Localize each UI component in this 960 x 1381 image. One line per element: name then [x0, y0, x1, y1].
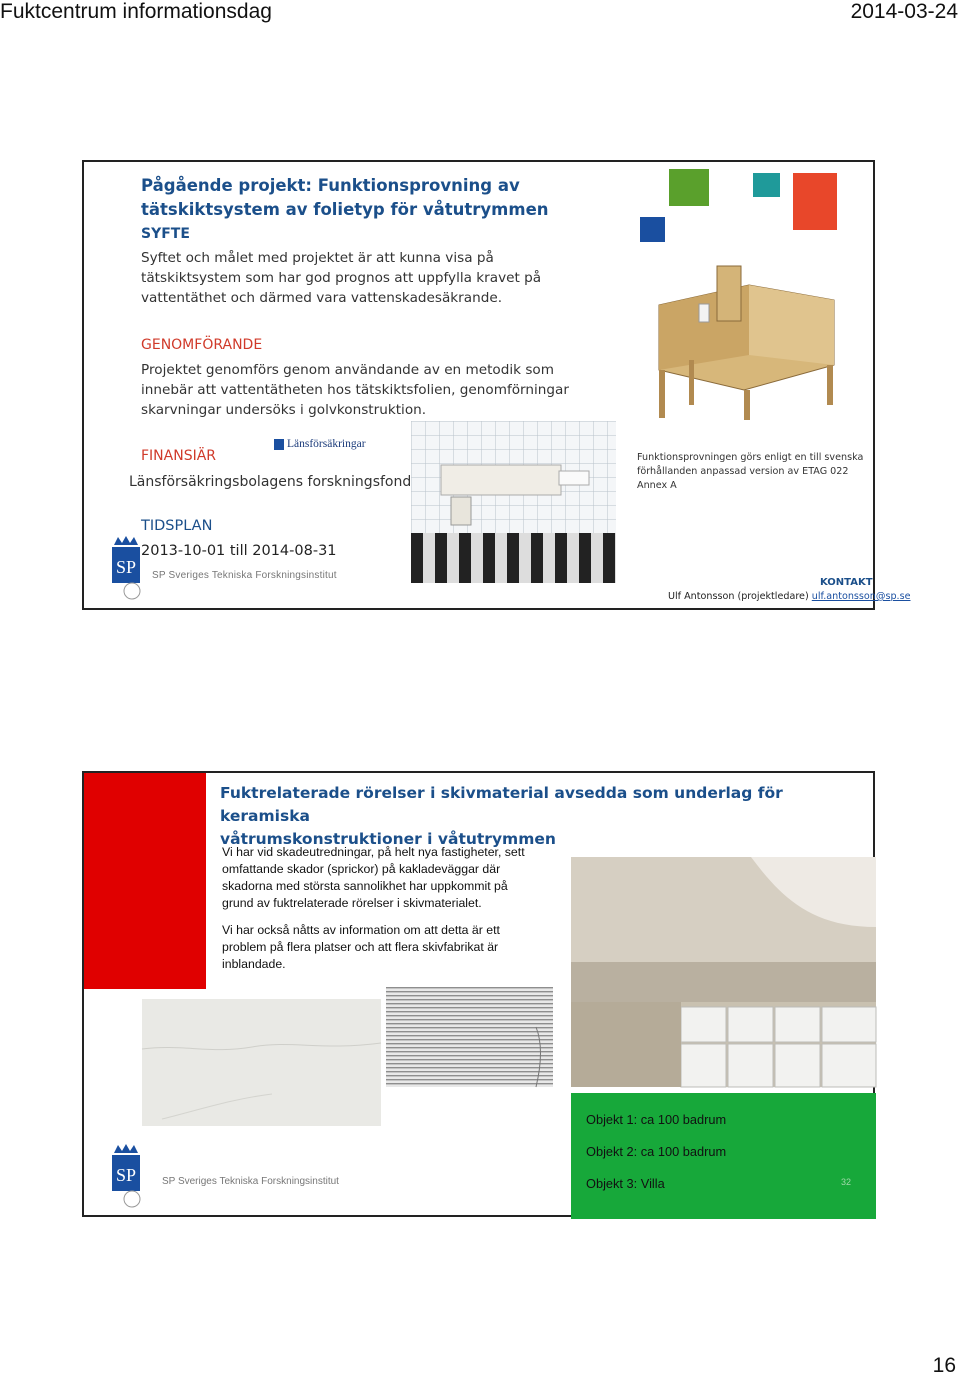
- striped-surface-photo: [386, 987, 553, 1087]
- finansiar-heading: FINANSIÄR: [141, 448, 217, 464]
- slide-2: [82, 771, 875, 1217]
- kontakt-name: Ulf Antonsson (projektledare): [668, 591, 809, 602]
- cracked-tile-wall-photo: [571, 857, 876, 1087]
- genomforande-line3: skarvningar undersöks i golvkonstruktion.: [141, 402, 427, 418]
- syfte-line1: Syftet och målet med projektet är att kunna visa på: [141, 250, 494, 266]
- slide2-title-line2: våtrumskonstruktioner i våtutrymmen: [220, 830, 556, 848]
- sp-crown-icon: [108, 535, 144, 601]
- kontakt-line: [668, 591, 911, 602]
- genomforande-heading: GENOMFÖRANDE: [141, 337, 263, 353]
- svg-text:SP: SP: [115, 557, 137, 577]
- slide1-title-line1: Pågående projekt: Funktionsprovning av: [141, 176, 520, 195]
- wooden-test-box-image: [629, 260, 854, 422]
- sp-logo-2: [108, 1143, 144, 1209]
- orange-square: [793, 173, 837, 230]
- right-note-line3: Annex A: [637, 480, 677, 491]
- para2-line1: Vi har också nåtts av information om att detta är ett: [222, 923, 500, 937]
- para2-line3: inblandade.: [222, 957, 286, 971]
- object-3: Objekt 3: Villa: [586, 1176, 665, 1191]
- svg-text:SP: SP: [115, 1165, 137, 1185]
- syfte-line2: tätskiktsystem som har god prognos att uppfylla kravet på: [141, 270, 542, 286]
- tidsplan-heading: TIDSPLAN: [141, 518, 213, 534]
- slide-number: 32: [841, 1177, 852, 1187]
- header-date: 2014-03-24: [850, 0, 958, 23]
- syfte-line3: vattentäthet och därmed vara vattenskadesäkrande.: [141, 290, 503, 306]
- page-number: 16: [932, 1354, 956, 1377]
- sp-logo-text-2: SP Sveriges Tekniska Forskningsinstitut: [162, 1176, 339, 1187]
- water-damage-bathroom-photo: [411, 421, 616, 583]
- blue-square: [640, 217, 665, 242]
- slide-1: [82, 160, 911, 610]
- lansforsakringar-logo-text: Länsförsäkringar: [287, 438, 366, 450]
- header-title: Fuktcentrum informationsdag: [0, 0, 272, 23]
- kontakt-email-link[interactable]: ulf.antonsson@sp.se: [811, 591, 911, 602]
- slide2-title-line1: Fuktrelaterade rörelser i skivmaterial avsedda som underlag för keramiska: [220, 784, 783, 825]
- genomforande-line1: Projektet genomförs genom användande av en metodik som: [141, 362, 554, 378]
- sp-logo: [108, 535, 144, 601]
- para2-line2: problem på flera platser och att flera skivfabrikat är: [222, 940, 499, 954]
- right-note-line2: förhållanden anpassad version av ETAG 022: [637, 466, 849, 477]
- lansforsakringar-emblem-icon: [274, 439, 284, 450]
- lansforsakringar-logo: [274, 438, 366, 450]
- cracked-white-wall-photo: [142, 999, 381, 1126]
- kontakt-heading: KONTAKT: [820, 577, 873, 588]
- finansiar-text: Länsförsäkringsbolagens forskningsfond: [129, 474, 412, 490]
- sp-logo-text: SP Sveriges Tekniska Forskningsinstitut: [152, 570, 337, 581]
- tidsplan-text: 2013-10-01 till 2014-08-31: [141, 543, 337, 559]
- red-block: [84, 773, 206, 989]
- para1-line2: omfattande skador (sprickor) på kakladeväggar där: [222, 862, 501, 876]
- right-note-line1: Funktionsprovningen görs enligt en till svenska: [637, 452, 864, 463]
- para1-line4: grund av fuktrelaterade rörelser i skivmaterialet.: [222, 896, 482, 910]
- genomforande-line2: innebär att vattentätheten hos tätskiktsfolien, genomförningar: [141, 382, 569, 398]
- para1-line1: Vi har vid skadeutredningar, på helt nya fastigheter, sett: [222, 845, 525, 859]
- sp-crown-icon: [108, 1143, 144, 1209]
- teal-square: [753, 173, 780, 197]
- syfte-heading: SYFTE: [141, 226, 190, 242]
- para1-line3: skadorna med största sannolikhet har uppkommit på: [222, 879, 508, 893]
- green-square: [669, 169, 709, 206]
- object-2: Objekt 2: ca 100 badrum: [586, 1144, 727, 1159]
- object-1: Objekt 1: ca 100 badrum: [586, 1112, 727, 1127]
- slide1-title-line2: tätskiktsystem av folietyp för våtutrymmen: [141, 200, 549, 219]
